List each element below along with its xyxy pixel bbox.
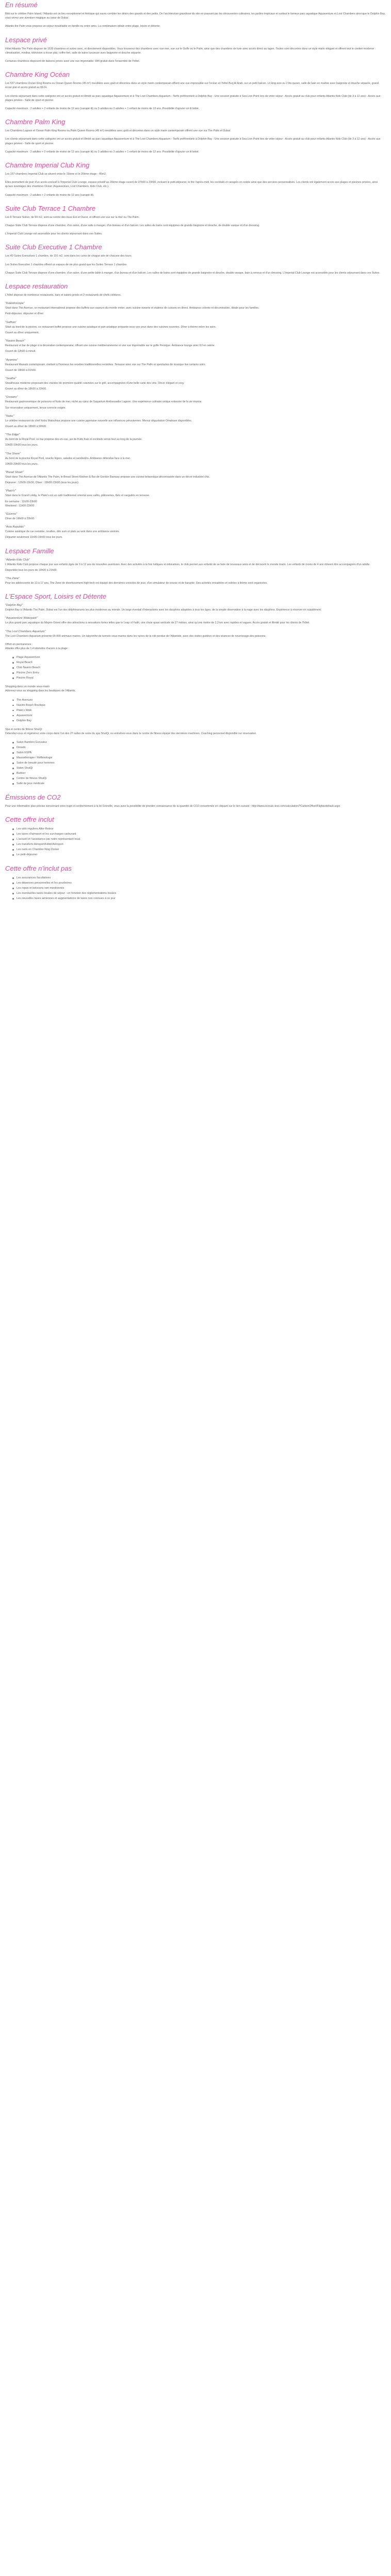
venue-block <box>5 395 386 410</box>
section-title: Chambre King Océan <box>5 71 70 79</box>
list-item <box>17 675 386 681</box>
bullet-icon <box>12 783 14 785</box>
shopping-list <box>5 698 386 723</box>
list-item-text: Dolphin Bay <box>17 719 32 722</box>
list-item <box>17 842 386 847</box>
list-item-text: Salon de beauté pour hommes <box>17 761 55 765</box>
offre-exclus-list <box>5 875 386 901</box>
sport-list-intro: Offert en permanence : Atlantis offre plus de 1,4 kilomètre d'accès à la plage : <box>5 642 69 650</box>
bullet-icon <box>12 657 14 658</box>
section-suite-executive <box>5 243 386 275</box>
section-paragraph: Capacité maximum : 2 adultes + 2 enfants de moins de 12 ans (canapé-lit) ou 3 adultes ou 3 adultes + 1 enfant de moins de 12 ans. Possibilité d'ajouter un lit bébé. <box>5 107 200 111</box>
venue-block <box>5 489 386 508</box>
offre-exclus-title: Cette offre n'inclut pas <box>5 865 72 873</box>
venue-name: "Kaleidoscope" <box>5 302 25 306</box>
sport-section <box>5 592 386 786</box>
shopping-intro: Shopping dans un monde sous-marin Adonnez-vous au shopping dans les boutiques de l'Atlantis. <box>5 685 76 693</box>
venue-block <box>5 414 386 429</box>
section-paragraph: Chaque Suite Club Terrace dispose d'une chambre, d'un salon, d'une salle à manger, d'un bureau et d'un balcon. Les salles de bains sont équipées de grande baignoire et douche, de double vasque et d'un dressing. <box>5 224 260 228</box>
venue-name: "The Shore" <box>5 452 21 455</box>
section-paragraph: Certaines chambres disposent de balcons privés avec une vue imprenable. Wifi gratuit dans l'ensemble de l'hôtel. <box>5 60 140 63</box>
venue-block <box>5 320 386 335</box>
bullet-icon <box>12 888 14 889</box>
section-paragraph: Les 8 Terrace Suites, de 94 m2, sont au centre des tours Est et Ouest, et offrent une vue sur la mer ou The Palm. <box>5 215 140 219</box>
bullet-icon <box>12 747 14 749</box>
bullet-icon <box>12 667 14 669</box>
venue-description: Situé au bord de la piscine, ce restaurant buffet propose une cuisine asiatique et pan-asiatique préparée sous vos yeux dans des cuisines ouvertes. Dîner à thème selon les soirs. <box>5 325 217 329</box>
venue-hours: En semaine : 11h00-23h00 Weekend : 11h00-23h00 <box>5 500 37 507</box>
list-item-text: Piscine Royal <box>17 676 34 680</box>
bullet-icon <box>12 877 14 879</box>
list-item-text: Salon ESPA <box>17 751 32 754</box>
bullet-icon <box>12 705 14 706</box>
bullet-icon <box>12 720 14 722</box>
list-item-text: The Avenues <box>17 698 33 702</box>
bullet-icon <box>12 715 14 717</box>
venue-block <box>5 616 386 625</box>
section-paragraph: Hôtel Atlantis The Palm dispose de 1539 chambres et suites avec, et directement disponibles. Vous trouverez des chambres avec vue mer, vue sur le Golfe ou le Palm, ainsi que des chambres de luxe avec accès direct au lagon. Toutes sont décorées dans un style marin élégant et offrent tout le confort moderne : climatisation, minibar, télévision à écran plat, coffre-fort, salle de bains luxueuse avec baignoire et douche séparée. <box>5 47 376 55</box>
bullet-icon <box>12 742 14 743</box>
section-title: Chambre Imperial Club King <box>5 161 90 170</box>
venue-block <box>5 339 386 353</box>
section-paragraph: L'Imperial Club Lounge est accessible pour les clients séjournant dans ces Suites. <box>5 232 103 236</box>
spa-intro: Spa et centre de fitness ShuiQi Détendez-vous et régénérez votre corps dans l'un des 27 salles de soins du spa ShuiQi, ou entraînez-vous dans le centre de fitness équipé des dernières machines. Coaching personnel disponible sur réservation. <box>5 727 257 735</box>
list-item <box>17 781 386 786</box>
section-paragraph: Les 157 chambres Imperial Club se situent entre le 15ème et le 20ème étage - 45m2. <box>5 173 107 176</box>
sport-title: L'Espace Sport, Loisirs et Détente <box>5 592 107 601</box>
bullet-icon <box>12 898 14 900</box>
venue-description: L'Atlantis Kids Club propose chaque jour aux enfants âgés de 3 à 12 ans de nouvelles aventures. Avec des activités à la fois ludiques et éducatives, le club permet aux enfants de se faire de nouveaux amis et de découvrir le monde marin. Les enfants de moins de 4 ans doivent être accompagnés d'un adulte. <box>5 563 370 566</box>
list-item <box>17 875 386 880</box>
bullet-icon <box>12 672 14 674</box>
list-item-text: Les taxes d'aéroport et les surcharges carburant <box>17 833 76 836</box>
bullet-icon <box>12 893 14 894</box>
venue-name: "The Zone" <box>5 577 20 580</box>
venue-hours: Disponible tous les jours de 10h00 à 21h00. <box>5 568 57 572</box>
list-item-text: Les assurances facultatives <box>17 876 51 880</box>
list-item <box>17 718 386 723</box>
list-item <box>17 852 386 857</box>
sport-venues <box>5 603 386 638</box>
bullet-icon <box>12 662 14 664</box>
famille-section <box>5 547 386 586</box>
list-item <box>17 880 386 886</box>
list-item-text: Nasimi Beach Boutique <box>17 703 46 707</box>
venue-name: "Plato's" <box>5 489 16 493</box>
venue-hours: Ouvert de 18h00 à 01h00. <box>5 368 37 372</box>
list-item-text: Plage Aquaventure <box>17 656 40 659</box>
co2-text: Pour une information plus précise concernant votre trajet et conformément à la loi Grenelle, vous avez la possibilité de prendre connaissance de la quantité de CO2 consommée en cliquant sur le lien suivant : http://www.ecocalc-test.com/calculation/?CarbonOffset/Flights/default.aspx <box>5 805 340 808</box>
list-item <box>17 896 386 901</box>
bullet-icon <box>12 762 14 764</box>
bullet-icon <box>12 844 14 845</box>
co2-title: Émissions de CO2 <box>5 793 61 801</box>
section-suite-terrace <box>5 205 386 236</box>
list-item-text: Dorado <box>17 746 26 749</box>
list-item <box>17 655 386 660</box>
list-item-text: Massothérapie / Réflexologie <box>17 756 53 759</box>
famille-venues <box>5 558 386 586</box>
venue-name: "The Lost Chambers Aquarium" <box>5 630 46 633</box>
bullet-icon <box>12 700 14 701</box>
venue-description: Le célèbre restaurant du chef Nobu Matsuhisa propose une cuisine japonaise nouvelle aux influences péruviennes. Menus dégustation Omakase disponibles. <box>5 419 192 422</box>
venue-description: The Lost Chambers Aquarium présente 65 000 animaux marins. Un labyrinthe de tunnels sous-marins dans les ruines de la cité perdue de l'Atlantide, avec des visites guidées et des séances de nourrissage des poissons. <box>5 634 266 638</box>
spa-list <box>5 740 386 786</box>
list-item-text: Club Nasimi Beach <box>17 666 40 670</box>
venue-description: Le plus grand parc aquatique du Moyen-Orient offre des attractions à sensations fortes telles que le Leap of Faith, une chute quasi verticale de 27 mètres, ainsi qu'une rivière de 2,3 km avec rapides et vagues. Accès gratuit et illimité pour les clients de l'hôtel. <box>5 621 310 625</box>
list-item <box>17 713 386 718</box>
list-item <box>17 708 386 713</box>
list-item-text: Les repas et boissons non mentionnés <box>17 887 64 890</box>
beach-list <box>5 655 386 681</box>
venue-description: Dolphin Bay à l'Atlantis The Palm, Dubaï est l'un des délphinariums les plus modernes au monde. Un large éventail d'interactions avec les dauphins adaptées à tous les âges, de la simple observation à la nage avec les dauphins. Expérience à réserver en supplément. <box>5 608 322 612</box>
restauration-title: Lespace restauration <box>5 282 68 291</box>
bullet-icon <box>12 849 14 851</box>
section-paragraph: Les clients séjournant dans cette catégorie ont un accès gratuit et illimité au parc aquatique Aquaventure et à The Lost Chambers Aquarium - Tarifs préférentiels à Dolphin Bay - Une session gratuite à Sea Lion Point lors de votre séjour - Accès gratuit au club pour enfants Atlantis Kids Club (de 3 à 12 ans) - Accès aux plages privées - Salle de sport et piscine. <box>5 94 381 102</box>
list-item <box>17 837 386 842</box>
venue-name: "Gizzmo" <box>5 512 17 516</box>
venue-description: Pour les adolescents de 13 à 17 ans, The Zone de divertissement high-tech est équipé des dernières consoles de jeux, d'un simulateur de course et de karaoké. Des activités encadrées et soirées à thème sont organisées. <box>5 581 268 585</box>
venue-block <box>5 630 386 638</box>
list-item <box>17 760 386 766</box>
list-item <box>17 847 386 852</box>
venue-block <box>5 512 386 521</box>
section-title: Suite Club Terrace 1 Chambre <box>5 204 96 212</box>
section-paragraph: Les 40 Suites Executives 1 chambre, de 101 m2, sont dans les coins de chaque aile de chacune des tours. <box>5 255 132 258</box>
list-item-text: Les éventuelles taxes locales de séjour - en fonction des réglementations locales <box>17 892 117 895</box>
section-paragraph: Les clients séjournant dans cette catégorie ont un accès gratuit et illimité au parc aquatique Aquaventure et à The Lost Chambers Aquarium - Tarifs préférentiels à Dolphin Bay - Une session gratuite à Sea Lion Point lors de votre séjour - Accès gratuit au club pour enfants Atlantis Kids Club (de 3 à 12 ans) - Accès aux plages privées - Salle de sport et piscine. <box>5 138 381 145</box>
section-paragraph: Capacité maximum : 2 adultes + 2 enfants de moins de 12 ans (canapé-lit) ou 3 adultes ou 3 adultes + 1 enfant de moins de 12 ans. Possibilité d'ajouter un lit bébé. <box>5 150 200 154</box>
venue-block <box>5 603 386 612</box>
section-paragraph: Elles permettent de jouir d'un accès exclusif à l'Imperial Club Lounge, espace privatif au 20ème étage ouvert de 07h00 à 23h00, incluant le petit-déjeuner, le thé l'après-midi, les cocktails et canapés en soirée ainsi que des services personnalisés. Les clients ont également accès aux plages et piscines privées, ainsi qu'aux avantages des chambres Océan (Aquaventure, Lost Chambers, Kids Club, etc.). <box>5 181 378 189</box>
venue-hours: Ouvert au dîner uniquement. <box>5 331 40 334</box>
list-item-text: Les transferts Aéroport/Hôtel/Aéroport <box>17 843 63 846</box>
venue-description: Dîner de 19h00 à 23h00. <box>5 517 35 520</box>
restauration-section <box>5 282 386 539</box>
venue-block <box>5 358 386 372</box>
list-item-text: Les nuits en Chambre King Océan <box>17 848 59 852</box>
list-item <box>17 766 386 771</box>
list-item <box>17 703 386 708</box>
restauration-intro: L'hôtel dispose de nombreux restaurants, bars et salons privés et 2 restaurants de chefs célèbres. <box>5 294 122 297</box>
list-item-text: Salon ShuiQi <box>17 767 33 770</box>
list-item <box>17 886 386 891</box>
offre-inclus-section <box>5 816 386 857</box>
venue-name: "Bread Street" <box>5 470 24 474</box>
venue-hours: 10h00-20h00 tous les jours. <box>5 462 39 466</box>
restauration-venues <box>5 301 386 429</box>
bullet-icon <box>12 757 14 759</box>
venue-description: Cuisine asiatique de rue revisitée, nouilles, dim sum et plats au wok dans une ambiance animée. <box>5 530 120 534</box>
section-paragraph: Les Suites Executive 1 chambre offrent un espace de vie plus grand que les Suites Terrace 1 chambre. <box>5 263 127 266</box>
list-item-text: Salle de jeux médicale <box>17 782 44 785</box>
venue-description: Situé dans The Avenue de l'Atlantis The Palm, le Bread Street Kitchen & Bar de Gordon Ramsay propose une cuisine britannique décontractée dans un décor industriel chic. <box>5 475 210 479</box>
section-paragraph: Les Chambres Lagoon et Ocean Palm King Rooms ou Palm Queen Rooms (45 m²) meublées avec goût et décorées dans un style marin contemporain offrent une vue sur The Palm et Dubaï. <box>5 129 231 133</box>
venue-description: Situé dans le Grand Lobby, le Plato's est un café traditionnel oriental avec cafés, pâtisseries, thés et narguilés en terrasse. <box>5 494 150 498</box>
list-item-text: Salon Bambini Gonzalez <box>17 741 47 744</box>
bars-venues <box>5 433 386 539</box>
venue-description: Au bord de la Royal Pool, ce bar propose des en-cas, jus de fruits frais et cocktails servis tout au long de la journée. <box>5 438 142 442</box>
section-piece-prive <box>5 36 386 64</box>
venue-hours: Petit-déjeuner, déjeuner et dîner. <box>5 312 44 316</box>
list-item-text: Centre de fitness ShuiQi <box>17 777 47 780</box>
section-paragraph: Atlantis the Palm vous propose un séjour inoubliable en famille ou entre amis. La combinaison idéale entre plage, loisirs et détente. <box>5 25 161 28</box>
bullet-icon <box>12 828 14 830</box>
venue-name: "Aquaventure Waterpark" <box>5 617 38 620</box>
list-item-text: Les dépenses personnelles et les pourboires <box>17 882 72 885</box>
section-paragraph: Les 537 chambres Océan King Rooms ou Ocean Queen Rooms (45 m²) meublées avec goût et décorées dans un style marin contemporain offrent une vue imprenable sur l'océan et l'hôtel Burj Al Arab, sur un petit balcon. Lit king-size ou 2 lits queen, salle de bain en marbre avec baignoire et douche séparée, grand écran plat et accès gratuit au Wi-Fi. <box>5 82 379 90</box>
venue-hours: 10h00-19h00 tous les jours. <box>5 444 39 447</box>
venue-block <box>5 470 386 485</box>
section-title: Chambre Palm King <box>5 118 66 126</box>
list-item-text: L'accueil et l'assistance par notre représentant local <box>17 838 80 841</box>
list-item <box>17 750 386 755</box>
venue-description: Steakhouse moderne proposant des viandes de première qualité cuisinées sur le grill, accompagnées d'une belle carte des vins. Décor élégant et cosy. <box>5 381 185 385</box>
list-item <box>17 776 386 781</box>
offre-exclus-section <box>5 865 386 901</box>
list-item-text: Barbier <box>17 772 26 775</box>
list-item-text: Royal Beach <box>17 661 32 665</box>
venue-name: "Atlantis Kids Club" <box>5 558 30 562</box>
venue-name: "Ossiano" <box>5 396 18 399</box>
venue-block <box>5 525 386 539</box>
venue-description: Restaurant et bar de plage à la décoration contemporaine, offrant une cuisine méditerranéenne et une vue imprenable sur le golfe Persique. Ambiance lounge avec DJ en soirée. <box>5 344 216 348</box>
section-en-resume <box>5 1 386 29</box>
venue-name: "Nasimi Beach" <box>5 340 25 343</box>
bullet-icon <box>12 839 14 840</box>
list-item <box>17 755 386 760</box>
venue-hours: Sur réservation uniquement, tenue correcte exigée. <box>5 406 66 410</box>
bullet-icon <box>12 773 14 774</box>
list-item-text: Les nouvelles taxes aériennes et augmentations de taxes non connues à ce jour <box>17 897 116 901</box>
venue-description: Au bord de la piscine Royal Pool, snacks légers, salades et sandwichs. Ambiance détendue face à la mer. <box>5 456 131 460</box>
bullet-icon <box>12 752 14 754</box>
list-item-text: Les vols réguliers Aller-Retour <box>17 827 54 831</box>
famille-title: Lespace Famille <box>5 547 54 555</box>
venue-name: "Nobu" <box>5 414 14 418</box>
page <box>0 0 391 901</box>
bullet-icon <box>12 834 14 835</box>
list-item <box>17 832 386 837</box>
list-item <box>17 670 386 675</box>
list-item <box>17 826 386 832</box>
section-paragraph: Chaque Suite Club Terrace dispose d'une chambre, d'un salon, d'une petite table à manger, d'un bureau et d'un balcon. Les salles de bains sont équipées de grande baignoire et douche, double vasque, bain à remous et d'un dressing. L'Imperial Club Lounge est accessible pour les clients séjournant dans ces Suites. <box>5 271 380 275</box>
venue-hours: Déjeuner : 12h00-15h30, Dîner : 18h00-23h00 (tous les jours). <box>5 481 79 485</box>
bullet-icon <box>12 883 14 884</box>
venue-name: "Saffron" <box>5 320 17 324</box>
venue-description: Restaurant gastronomique de poissons et fruits de mer, niché au cœur de l'aquarium Ambassador Lagoon. Une expérience culinaire unique entourée de la vie marine. <box>5 400 202 404</box>
list-item <box>17 745 386 750</box>
bullet-icon <box>12 710 14 711</box>
venue-hours: Déjeuner seulement 11h00-15h00 tous les jours. <box>5 536 63 539</box>
offre-inclus-title: Cette offre inclut <box>5 816 54 824</box>
section-imperial <box>5 161 386 197</box>
section-palm-king <box>5 118 386 154</box>
bullet-icon <box>12 768 14 769</box>
section-paragraph: Bâti sur le célèbre Palm Island, l'Atlantis est un lieu exceptionnel et féérique qui saura combler les désirs des grands et des petits. De l'architecture grandiose du site en passant par les découvertes culinaires, les jardins tropicaux et surtout le fameux parc aquatique Aquaventure et Lost Chambers ainsi que le Dolphin Bay, vous vivrez une aventure magique au cœur de Dubaï. <box>5 12 385 20</box>
list-item <box>17 665 386 670</box>
venue-description: Restaurant libanais contemporain, mettant à l'honneur les recettes traditionnelles revisitées. Terrasse avec vue sur The Palm et spectacles de musique live certains soirs. <box>5 363 206 366</box>
venue-name: "Ayamna" <box>5 358 18 362</box>
venue-block <box>5 433 386 447</box>
venue-name: "Seafire" <box>5 377 17 380</box>
venue-name: "Asia Republic" <box>5 526 25 529</box>
list-item-text: Piscine Zero Entry <box>17 671 40 675</box>
section-paragraph: Capacité maximum : 2 adultes + 2 enfants de moins de 12 ans (canapé-lit). <box>5 193 94 197</box>
venue-hours: Ouvert au dîner de 18h00 à 00h00. <box>5 425 47 428</box>
offre-inclus-list <box>5 826 386 857</box>
list-item <box>17 698 386 703</box>
list-item <box>17 660 386 665</box>
list-item-text: Plato's Walk <box>17 708 32 712</box>
bullet-icon <box>12 854 14 856</box>
venue-description: Situé dans The Avenue, ce restaurant international propose des buffets aux saveurs du monde entier, avec cuisine ouverte et stations de cuisson en direct. Ambiance colorée et décontractée, idéale pour les familles. <box>5 307 259 310</box>
venue-block <box>5 577 386 585</box>
list-item-text: Le petit-déjeuner <box>17 853 38 857</box>
venue-hours: Ouvert au dîner de 18h30 à 23h00. <box>5 387 47 391</box>
venue-name: "Dolphin Bay" <box>5 604 23 607</box>
list-item-text: Aquaventure <box>17 714 32 717</box>
list-item <box>17 891 386 896</box>
list-item <box>17 771 386 776</box>
section-title: En résumé <box>5 1 38 9</box>
venue-block <box>5 301 386 316</box>
sections-container <box>5 1 386 275</box>
section-title: Lespace privé <box>5 36 47 44</box>
co2-section <box>5 793 386 808</box>
bullet-icon <box>12 778 14 779</box>
venue-name: "The Edge" <box>5 433 20 437</box>
section-king-ocean <box>5 71 386 111</box>
bullet-icon <box>12 677 14 679</box>
venue-block <box>5 377 386 391</box>
venue-block <box>5 452 386 466</box>
section-title: Suite Club Executive 1 Chambre <box>5 243 102 251</box>
venue-block <box>5 558 386 572</box>
venue-hours: Ouvert de 12h00 à minuit. <box>5 350 36 353</box>
list-item <box>17 740 386 745</box>
